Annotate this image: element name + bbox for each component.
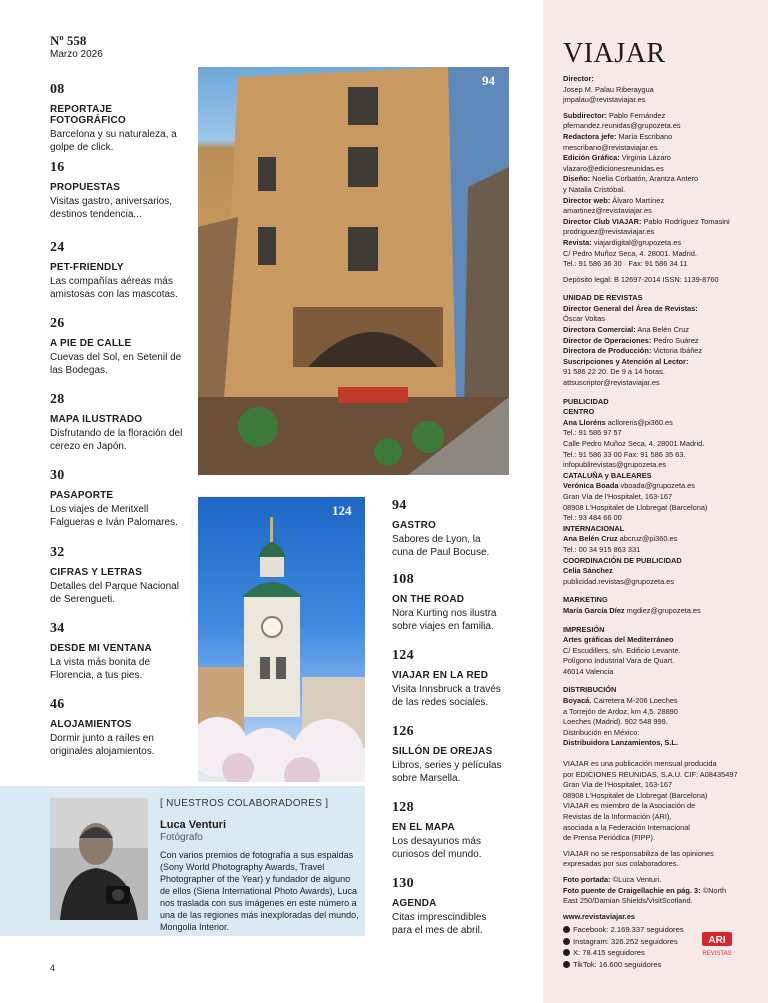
lyon-building-illustration — [198, 67, 509, 475]
toc-page-number: 08 — [50, 82, 65, 97]
credit-value: abcruz@pi360.es — [617, 534, 678, 544]
credit-label: www.revistaviajar.es — [563, 911, 636, 921]
credit-value: Tel.: 91 586 33 00 Fax: 91 586 35 63. — [563, 449, 686, 459]
credit-line — [563, 121, 758, 132]
toc-description: Citas imprescindibles para el mes de abril. — [392, 912, 487, 936]
credit-value: Calle Pedro Muñoz Seca, 4. 28001 Madrid. — [563, 439, 705, 448]
credit-line — [563, 577, 758, 588]
credit-line — [563, 667, 758, 678]
toc-page-number: 34 — [50, 621, 65, 636]
toc-entry — [392, 876, 504, 937]
credit-line — [563, 153, 758, 164]
credit-value: VIAJAR es miembro de la Asociación de — [563, 801, 696, 811]
credit-line — [563, 249, 758, 260]
toc-description: Visitas gastro, aniversarios, destinos tendencia... — [50, 196, 173, 220]
credit-line — [563, 206, 758, 217]
credit-value: Pablo Rodríguez Tomasini — [641, 216, 730, 226]
toc-description: Libros, series y películas sobre Marsella. — [392, 760, 502, 784]
credit-value: Óscar Voltas — [563, 314, 605, 324]
credit-value: Gran Vía de l'Hospitalet, 163-167 — [563, 780, 673, 790]
credit-value: 08908 L'Hospitalet de Llobregat (Barcelona) — [563, 502, 708, 512]
credit-label: Revista: — [563, 237, 592, 247]
photo-page-tag: 94 — [482, 73, 495, 88]
credit-line — [563, 460, 758, 471]
credit-line — [563, 728, 758, 739]
credit-value: prodriguez@revistaviajar.es — [563, 227, 655, 237]
credit-line — [563, 646, 758, 657]
facebook-icon — [563, 926, 570, 933]
toc-section-title: SILLÓN DE OREJAS — [392, 746, 493, 757]
credit-value: attsuscriptor@revistaviajar.es — [563, 378, 660, 388]
toc-entry — [392, 648, 504, 709]
toc-entry — [50, 240, 185, 301]
credit-line — [563, 886, 758, 897]
page-number: 4 — [50, 963, 56, 973]
contributor-bio: Con varios premios de fotografía a sus espaldas (Sony World Photography Awards, Travel Photographer of the Year) y fundador de alguno de ellos (Siena International Photo Awards), Luca nos traslada con sus imágenes en este número a una de las regiones más inexploradas del mundo, Mongolia Interior. — [160, 850, 359, 932]
credit-value: Noelia Corbatón, Arantza Antero — [590, 174, 699, 184]
credit-line — [563, 738, 758, 749]
credit-line — [563, 801, 758, 812]
credit-line — [563, 503, 758, 514]
toc-description: Cuevas del Sol, en Setenil de las Bodegas. — [50, 352, 182, 376]
toc-section-title: A PIE DE CALLE — [50, 338, 132, 349]
credit-line — [563, 566, 758, 577]
toc-description: Sabores de Lyon, la cuna de Paul Bocuse. — [392, 534, 490, 558]
toc-description: Dormir junto a raíles en originales alojamientos. — [50, 733, 155, 757]
toc-section-title: DESDE MI VENTANA — [50, 643, 152, 654]
credit-label: Diseño: — [563, 174, 591, 184]
toc-section-title: GASTRO — [392, 520, 436, 531]
credit-section-heading: UNIDAD DE REVISTAS — [563, 293, 643, 303]
credit-line — [563, 556, 758, 567]
toc-entry — [392, 572, 504, 633]
photo-innsbruck-tower — [198, 497, 365, 782]
credit-label: Director de Operaciones: — [563, 335, 652, 345]
credit-value: C/ Escudillers, s/n. Edificio Levante. — [563, 645, 681, 655]
credit-line — [563, 823, 758, 834]
credit-line — [563, 471, 758, 482]
toc-description: Las compañías aéreas más amistosas con las mascotas. — [50, 276, 178, 300]
toc-section-title: ALOJAMIENTOS — [50, 719, 132, 730]
credit-line — [563, 791, 758, 802]
credit-label: Director web: — [563, 195, 611, 205]
credit-line — [563, 656, 758, 667]
credit-line — [563, 439, 758, 450]
social-line — [563, 959, 684, 971]
issue-number: Nº 558 — [50, 33, 87, 48]
credit-label: Foto puente de Craigellachie en pág. 3: — [563, 885, 701, 895]
toc-section-title: PASAPORTE — [50, 490, 114, 501]
credit-value: Pablo Fernández — [606, 110, 666, 120]
photo-page-tag: 124 — [332, 503, 352, 518]
credit-line — [563, 346, 758, 357]
credit-line — [563, 875, 758, 886]
credit-line — [563, 481, 758, 492]
toc-page-number: 124 — [392, 648, 414, 663]
credit-line — [563, 859, 758, 870]
ari-logo-sub: REVISTAS — [702, 951, 732, 957]
credit-line — [563, 833, 758, 844]
credit-line — [563, 196, 758, 207]
credit-section-heading: DISTRIBUCIÓN — [563, 685, 617, 695]
credit-line — [563, 325, 758, 336]
credit-line — [563, 336, 758, 347]
credit-label: CENTRO — [563, 407, 595, 417]
credit-line — [563, 524, 758, 535]
credit-line — [563, 606, 758, 617]
credit-value: Victoria Ibáñez — [651, 346, 703, 356]
credit-line — [563, 812, 758, 823]
credit-value: Polígono Industrial Vara de Quart. — [563, 656, 675, 666]
toc-page-number: 28 — [50, 392, 65, 407]
credit-label: María García Díez — [563, 605, 625, 615]
credit-label: Director General del Área de Revistas: — [563, 303, 698, 313]
toc-entry — [50, 545, 185, 606]
credit-line — [563, 227, 758, 238]
credit-label: Edición Gráfica: — [563, 153, 620, 163]
credit-value: Virginia Lázaro — [619, 153, 671, 163]
credit-line — [563, 696, 758, 707]
toc-section-title: PROPUESTAS — [50, 182, 121, 193]
toc-entry — [50, 82, 185, 154]
toc-description: Barcelona y su naturaleza, a golpe de click. — [50, 129, 177, 153]
credit-value: infopublirevistas@grupozeta.es — [563, 460, 667, 470]
credit-line — [563, 418, 758, 429]
credit-line — [563, 492, 758, 503]
credit-line — [563, 534, 758, 545]
credit-value: Tel.: 00 34 915 863 331 — [563, 544, 641, 554]
toc-description: La vista más bonita de Florencia, a tus pies. — [50, 657, 151, 681]
toc-page-number: 130 — [392, 876, 414, 891]
credit-value: VIAJAR es una publicación mensual producida — [563, 759, 717, 769]
credit-value: acllorens@pi360.es — [605, 417, 673, 427]
credit-line — [563, 770, 758, 781]
credit-value: ©Luca Venturi. — [610, 874, 662, 884]
toc-page-number: 26 — [50, 316, 65, 331]
viajar-logo: VIAJAR — [563, 38, 666, 69]
issue-date: Marzo 2026 — [50, 49, 103, 60]
credit-value: Pedro Suárez — [651, 335, 699, 345]
credit-value: 08908 L'Hospitalet de Llobregat (Barcelona) — [563, 790, 708, 800]
credit-value: Revistas de la Información (ARI), — [563, 812, 672, 821]
toc-entry — [50, 392, 185, 453]
credit-value: y Natalia Cristóbal. — [563, 184, 626, 194]
credit-label: Redactora jefe: — [563, 131, 617, 141]
credit-value: María Escribano — [616, 131, 673, 141]
instagram-icon — [563, 938, 570, 945]
credit-value: Depósito legal: B 12697-2014 ISSN: 1139-8760 — [563, 274, 719, 284]
credit-value: de Prensa Periódica (FIPP). — [563, 833, 656, 843]
toc-page-number: 108 — [392, 572, 414, 587]
credit-value: Distribución en México: — [563, 727, 640, 737]
credit-line — [563, 635, 758, 646]
toc-description: Visita Innsbruck a través de las redes sociales. — [392, 684, 501, 708]
toc-page-number: 32 — [50, 545, 65, 560]
toc-page-number: 126 — [392, 724, 414, 739]
credit-value: Tel.: 93 484 66 00 — [563, 513, 622, 523]
credit-line — [563, 407, 758, 418]
credit-label: Directora de Producción: — [563, 346, 652, 356]
credit-line — [563, 95, 758, 106]
credit-line — [563, 357, 758, 368]
toc-description: Nora Kurting nos ilustra sobre viajes en familia. — [392, 608, 497, 632]
photo-lyon-building — [198, 67, 509, 475]
credit-value: Ana Belén Cruz — [635, 325, 690, 335]
toc-page-number: 94 — [392, 498, 407, 513]
toc-section-title: VIAJAR EN LA RED — [392, 670, 489, 681]
toc-description: Detalles del Parque Nacional de Serengueti. — [50, 581, 179, 605]
social-text: TikTok: 16.600 seguidores — [573, 959, 662, 969]
credit-line — [563, 304, 758, 315]
toc-section-title: REPORTAJE FOTOGRÁFICO — [50, 104, 126, 126]
credit-value: Loeches (Madrid). 902 548 999. — [563, 717, 668, 727]
toc-description: Los viajes de Meritxell Falgueras e Iván Palomares. — [50, 504, 178, 528]
toc-page-number: 16 — [50, 160, 65, 175]
credit-line — [563, 717, 758, 728]
social-followers — [563, 924, 684, 970]
credit-line — [563, 275, 758, 286]
toc-page-number: 30 — [50, 468, 65, 483]
credit-label: Ana Lloréns — [563, 417, 606, 427]
credit-label: Distribuidora Lanzamientos, S.L. — [563, 738, 678, 748]
credit-label: Suscripciones y Atención al Lector: — [563, 356, 689, 366]
social-line — [563, 936, 684, 948]
credit-label: CATALUÑA y BALEARES — [563, 470, 652, 480]
credit-section-heading: MARKETING — [563, 595, 608, 605]
social-text: X: 78.415 seguidores — [573, 948, 645, 957]
credit-label: Director Club VIAJAR: — [563, 216, 642, 226]
contributor-photo — [50, 798, 148, 920]
x-icon — [563, 949, 570, 956]
toc-entry — [392, 724, 504, 785]
credit-value: Carretera M-206 Loeches — [591, 696, 678, 706]
credit-line — [563, 896, 758, 907]
ari-logo-text: ARI — [708, 935, 726, 946]
credit-label: Ana Belén Cruz — [563, 534, 618, 544]
credit-line — [563, 450, 758, 461]
credit-value: mgdiez@grupozeta.es — [624, 605, 701, 615]
credit-line — [563, 367, 758, 378]
social-text: Instagram: 326.252 seguidores — [573, 936, 678, 946]
credit-line — [563, 259, 758, 270]
credit-value: Álvaro Martínez — [610, 195, 665, 205]
credit-line — [563, 85, 758, 96]
credit-value: viajardigital@grupozeta.es — [591, 237, 682, 247]
credit-value: a Torrejón de Ardoz, km 4,5. 28890 — [563, 706, 678, 716]
credit-line — [563, 849, 758, 860]
credit-label: Verónica Boada — [563, 481, 619, 491]
credit-value: Gran Vía de l'Hospitalet, 163-167 — [563, 491, 673, 501]
tiktok-icon — [563, 961, 570, 968]
credit-line — [563, 780, 758, 791]
toc-description: Disfrutando de la floración del cerezo en Japón. — [50, 428, 183, 452]
credit-line — [563, 707, 758, 718]
toc-section-title: PET-FRIENDLY — [50, 262, 124, 273]
contributor-portrait — [50, 798, 148, 920]
toc-page-number: 24 — [50, 240, 65, 255]
credit-line — [563, 545, 758, 556]
credit-label: Artes gráficas del Mediterráneo — [563, 635, 674, 645]
toc-description: Los desayunos más curiosos del mundo. — [392, 836, 482, 860]
credit-value: por EDICIONES REUNIDAS, S.A.U. CIF: A08435497 — [563, 769, 738, 779]
toc-section-title: MAPA ILUSTRADO — [50, 414, 143, 425]
credit-line — [563, 74, 758, 85]
credit-line — [563, 217, 758, 228]
credit-label: COORDINACIÓN DE PUBLICIDAD — [563, 555, 682, 565]
toc-entry — [392, 800, 504, 861]
credit-line — [563, 378, 758, 389]
credit-label: Directora Comercial: — [563, 325, 636, 335]
credit-value: C/ Pedro Muñoz Seca, 4. 28001. Madrid. — [563, 248, 697, 258]
credit-section-heading: PUBLICIDAD — [563, 396, 609, 406]
contributor-heading: [ NUESTROS COLABORADORES ] — [160, 798, 329, 809]
toc-page-number: 128 — [392, 800, 414, 815]
credit-label: Celia Sánchez — [563, 566, 613, 576]
credit-label: Subdirector: — [563, 110, 607, 120]
credit-value: VIAJAR no se responsabiliza de las opiniones — [563, 848, 714, 858]
toc-section-title: AGENDA — [392, 898, 437, 909]
credit-value: ©North — [700, 885, 727, 895]
credit-line — [563, 238, 758, 249]
credit-line — [563, 164, 758, 175]
credit-label: Boyacá. — [563, 696, 592, 706]
credit-line — [563, 185, 758, 196]
credit-value: 91 586 22 20. De 9 a 14 horas. — [563, 367, 665, 377]
toc-section-title: CIFRAS Y LETRAS — [50, 567, 143, 578]
toc-section-title: EN EL MAPA — [392, 822, 455, 833]
credit-value: Josep M. Palau Riberaygua — [563, 84, 654, 94]
contributor-name: Luca Venturi — [160, 819, 227, 831]
credit-label: INTERNACIONAL — [563, 523, 625, 533]
social-line — [563, 947, 684, 959]
credit-line — [563, 513, 758, 524]
credit-value: jmpalau@revistaviajar.es — [563, 95, 646, 105]
innsbruck-tower-illustration — [198, 497, 365, 782]
toc-entry — [392, 498, 504, 559]
credit-value: publicidad.revistas@grupozeta.es — [563, 576, 675, 586]
credit-line — [563, 912, 758, 923]
toc-page-number: 46 — [50, 697, 65, 712]
credit-line — [563, 143, 758, 154]
credit-section-heading: IMPRESIÓN — [563, 624, 605, 634]
credit-line — [563, 132, 758, 143]
credit-value: vlazaro@edicionesreunidas.es — [563, 163, 664, 173]
credit-value: Tel.: 91 586 97 57 — [563, 428, 622, 438]
credit-value: 46014 Valencia — [563, 666, 614, 676]
credit-label: Foto portada: — [563, 874, 611, 884]
credit-value: mescribano@revistaviajar.es — [563, 142, 658, 152]
credit-value: amartinez@revistaviajar.es — [563, 206, 652, 216]
credit-line — [563, 174, 758, 185]
contributor-role: Fotógrafo — [160, 832, 203, 843]
credit-value: pfernandez.reunidas@grupozeta.es — [563, 121, 681, 131]
credit-value: East 250/Damian Shields/VisitScotland. — [563, 896, 693, 906]
credit-line — [563, 314, 758, 325]
credit-line — [563, 759, 758, 770]
toc-entry — [50, 621, 185, 682]
credit-value: expresadas por sus colaboradores. — [563, 859, 679, 869]
credit-line — [563, 111, 758, 122]
toc-entry — [50, 160, 185, 221]
credit-value: Tel.: 91 586 36 30 · Fax: 91 586 34 11 — [563, 259, 688, 269]
toc-entry — [50, 697, 185, 758]
toc-section-title: ON THE ROAD — [392, 594, 465, 605]
social-line — [563, 924, 684, 936]
toc-entry — [50, 316, 185, 377]
credit-value: vboada@grupozeta.es — [618, 481, 695, 491]
credit-line — [563, 428, 758, 439]
credit-label: Director: — [563, 74, 594, 83]
toc-entry — [50, 468, 185, 529]
masthead-credits — [563, 74, 758, 922]
credit-value: asociada a la Federación Internacional — [563, 822, 690, 832]
social-text: Facebook: 2.169.337 seguidores — [573, 925, 684, 934]
ari-logo — [700, 930, 734, 960]
